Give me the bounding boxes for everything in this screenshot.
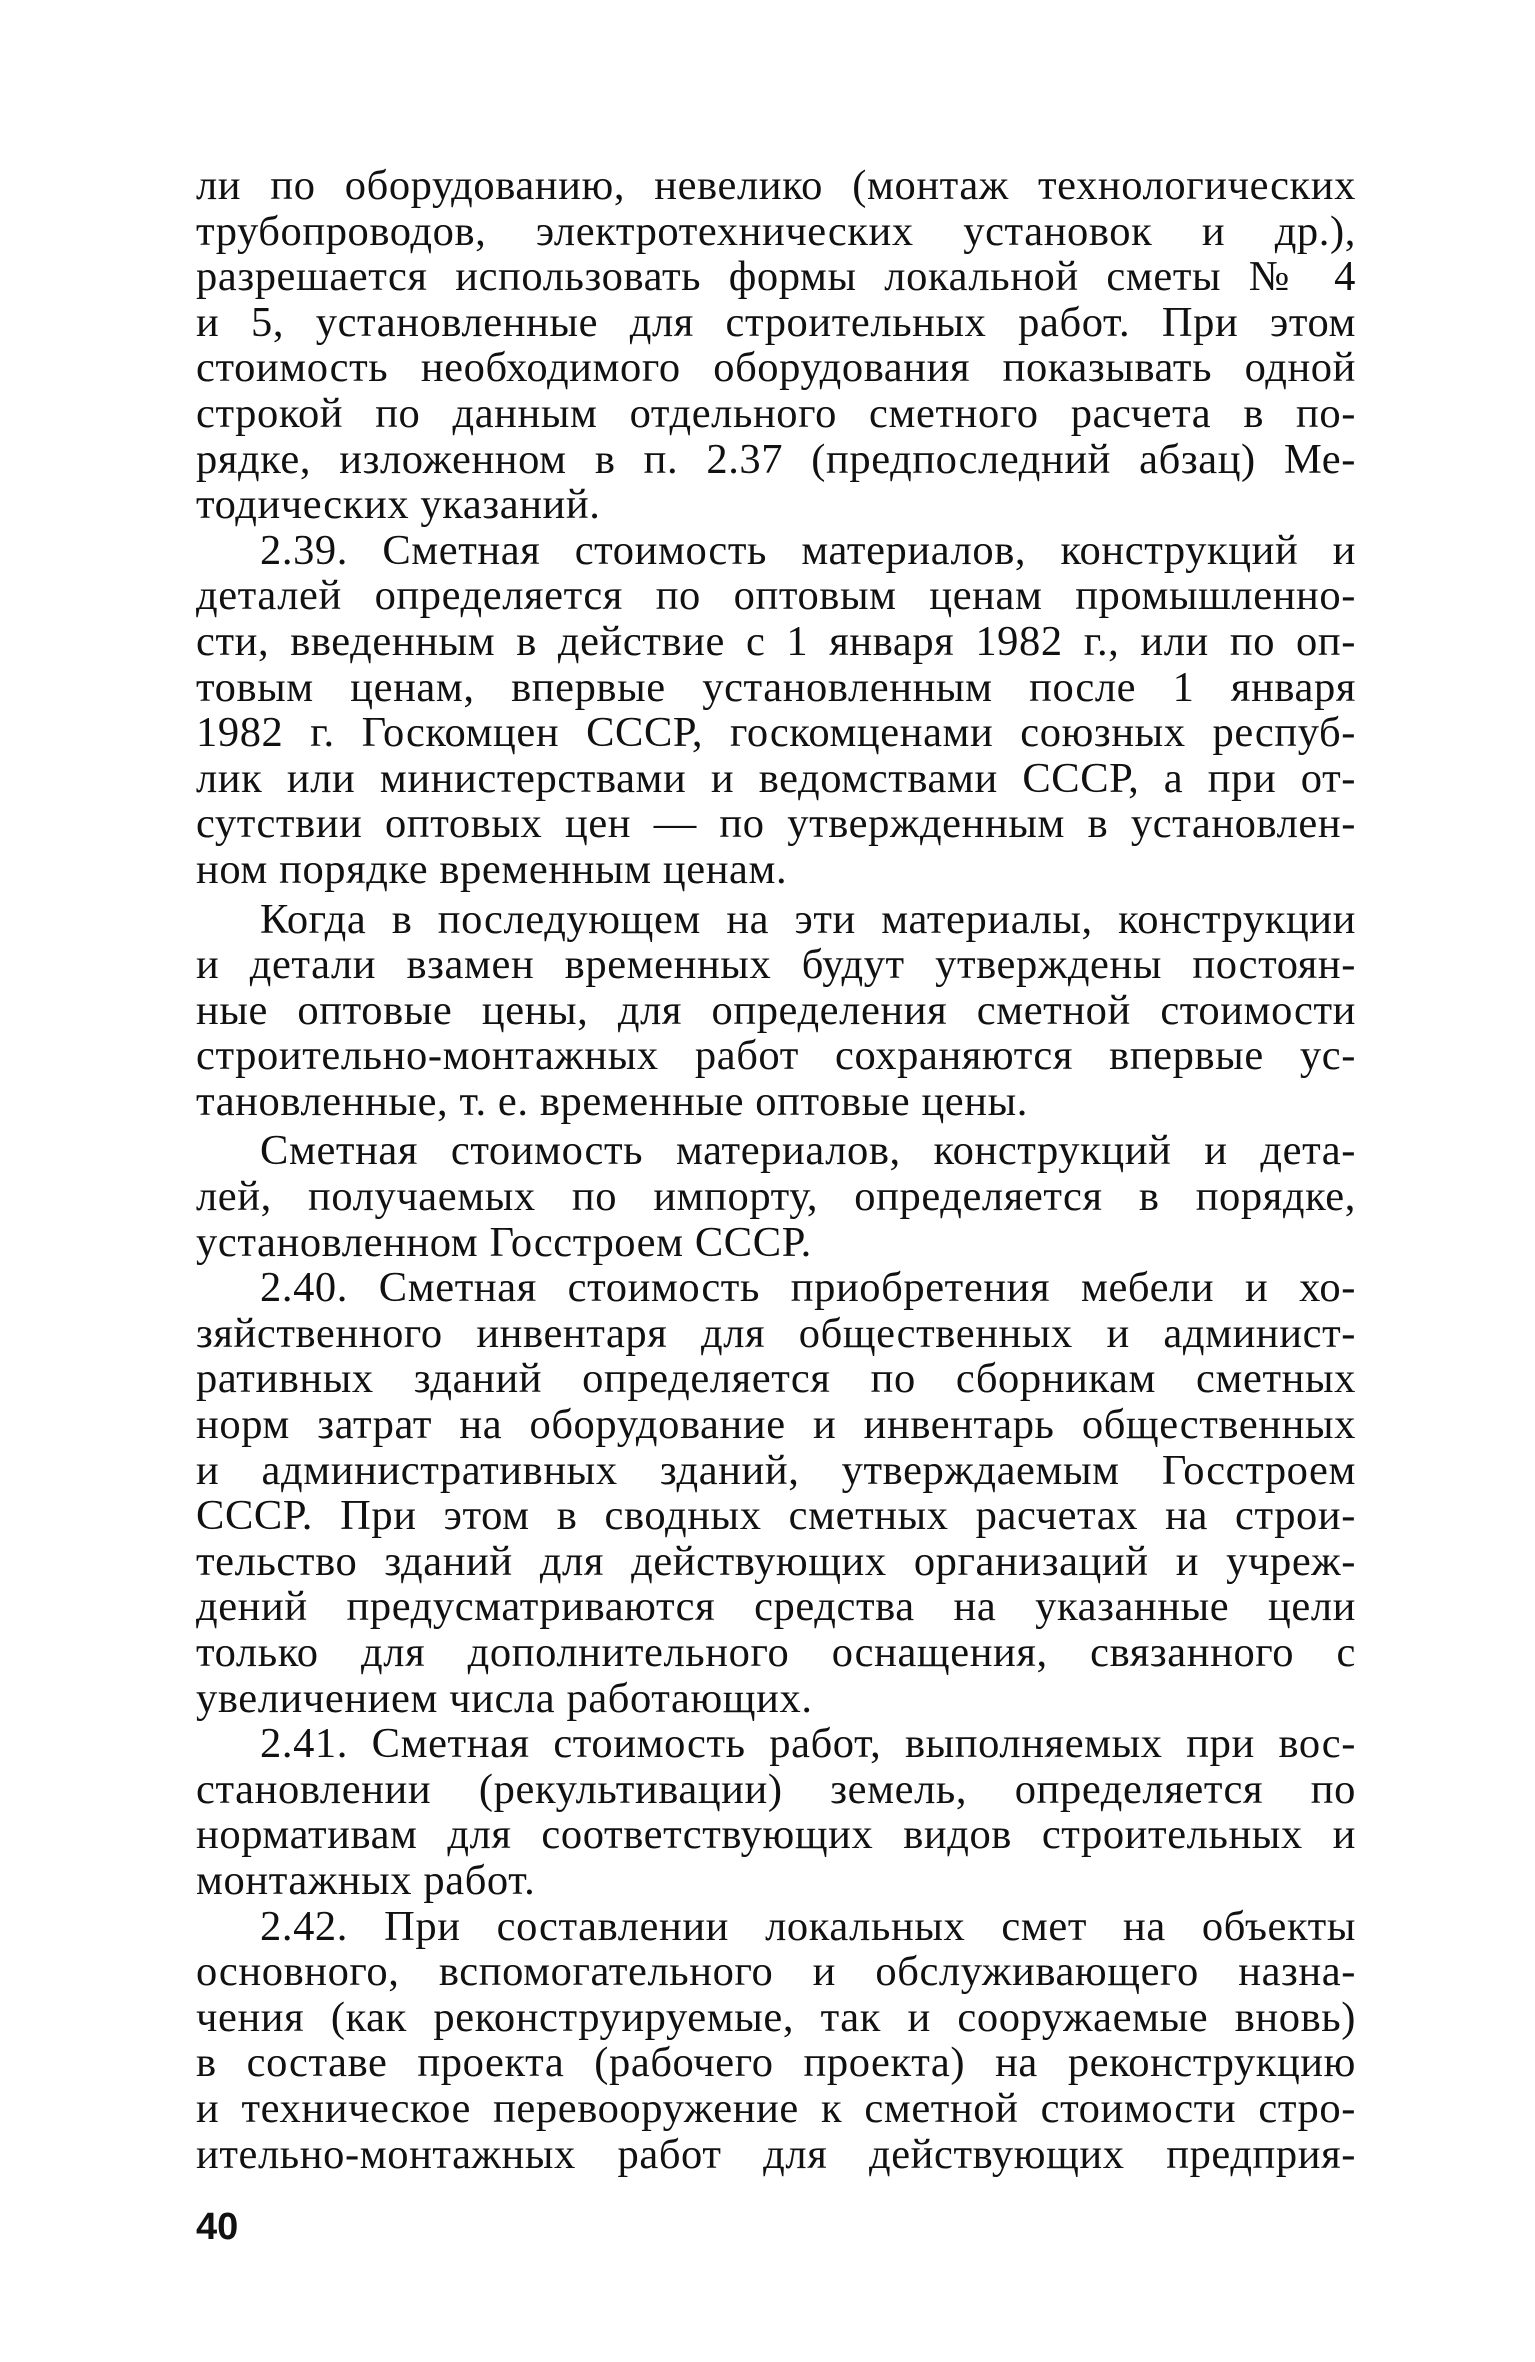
text-line: и детали взамен временных будут утверждены постоян- <box>196 941 1356 989</box>
text-line: деталей определяется по оптовым ценам промышленно- <box>196 572 1356 620</box>
text-line: и техническое перевооружение к сметной стоимости стро- <box>196 2084 1356 2132</box>
text-line: трубопроводов, электротехнических установок и др.), <box>196 207 1356 255</box>
text-line: 1982 г. Госкомцен СССР, госкомценами союзных респуб- <box>196 709 1356 757</box>
text-line: ительно-монтажных работ для действующих предприя- <box>196 2130 1356 2178</box>
text-line: товым ценам, впервые установленным после 1 января <box>196 663 1356 711</box>
text-line: лей, получаемых по импорту, определяется в порядке, <box>196 1173 1356 1221</box>
page-number: 40 <box>196 2206 239 2248</box>
text-line: сутствии оптовых цен — по утвержденным в установлен- <box>196 800 1356 848</box>
text-line: тодических указаний. <box>196 481 601 529</box>
text-line: стоимость необходимого оборудования показывать одной <box>196 344 1356 392</box>
text-line: увеличением числа работающих. <box>196 1674 813 1722</box>
section-2-41-start: 2.41. Сметная стоимость работ, выполняемых при вос- <box>260 1720 1356 1768</box>
section-2-40-start: 2.40. Сметная стоимость приобретения мебели и хо- <box>260 1264 1356 1312</box>
text-line: установленном Госстроем СССР. <box>196 1218 812 1266</box>
text-line: тельство зданий для действующих организаций и учреж- <box>196 1537 1356 1585</box>
text-line: тановленные, т. е. временные оптовые цены. <box>196 1077 1028 1125</box>
text-line: чения (как реконструируемые, так и сооружаемые вновь) <box>196 1993 1356 2041</box>
text-line: зяйственного инвентаря для общественных и админист- <box>196 1309 1356 1357</box>
section-2-39-start: 2.39. Сметная стоимость материалов, конструкций и <box>260 526 1356 574</box>
text-line: ли по оборудованию, невелико (монтаж технологических <box>196 162 1356 209</box>
text-line: СССР. При этом в сводных сметных расчетах на строи- <box>196 1492 1356 1540</box>
section-2-42-start: 2.42. При составлении локальных смет на объекты <box>260 1902 1356 1950</box>
text-line: строкой по данным отдельного сметного расчета в по- <box>196 389 1356 437</box>
paragraph-start: Сметная стоимость материалов, конструкций и дета- <box>260 1127 1356 1175</box>
text-line: норм затрат на оборудование и инвентарь общественных <box>196 1401 1356 1449</box>
text-line: ративных зданий определяется по сборникам сметных <box>196 1355 1356 1403</box>
text-line: в составе проекта (рабочего проекта) на реконструкцию <box>196 2039 1356 2087</box>
text-line: основного, вспомогательного и обслуживающего назна- <box>196 1948 1356 1996</box>
text-line: становлении (рекультивации) земель, определяется по <box>196 1765 1356 1813</box>
text-line: монтажных работ. <box>196 1856 536 1904</box>
text-line: ные оптовые цены, для определения сметной стоимости <box>196 986 1356 1034</box>
text-line: только для дополнительного оснащения, связанного с <box>196 1629 1356 1676</box>
text-line: нормативам для соответствующих видов строительных и <box>196 1811 1356 1859</box>
text-line: рядке, изложенном в п. 2.37 (предпоследний абзац) Ме- <box>196 435 1356 483</box>
text-line: дений предусматриваются средства на указанные цели <box>196 1583 1356 1631</box>
text-line: разрешается использовать формы локальной сметы № 4 <box>196 253 1356 301</box>
body-text <box>196 163 1356 2177</box>
text-line: строительно-монтажных работ сохраняются впервые ус- <box>196 1032 1356 1080</box>
text-line: и административных зданий, утверждаемым Госстроем <box>196 1446 1356 1494</box>
text-line: ном порядке временным ценам. <box>196 845 788 893</box>
text-line: сти, введенным в действие с 1 января 1982 г., или по оп- <box>196 617 1356 665</box>
text-line: и 5, установленные для строительных работ. При этом <box>196 298 1356 346</box>
text-line: лик или министерствами и ведомствами СССР, а при от- <box>196 754 1356 802</box>
paragraph-start: Когда в последующем на эти материалы, конструкции <box>260 895 1356 943</box>
